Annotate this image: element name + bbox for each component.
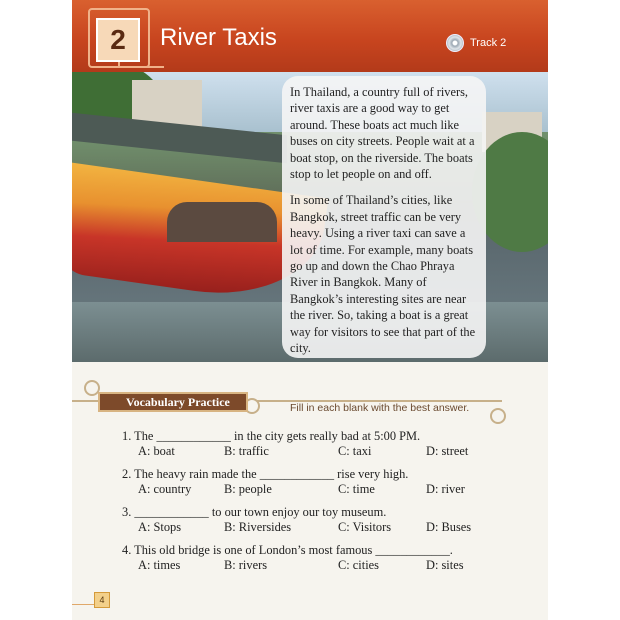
answer-option[interactable]: C: Visitors: [338, 520, 392, 534]
answer-option[interactable]: B: traffic: [224, 444, 269, 458]
page-number: 4: [94, 592, 110, 608]
question-stem: 1. The ____________ in the city gets really bad at 5:00 PM.: [122, 429, 421, 443]
answer-option[interactable]: A: Stops: [138, 520, 182, 534]
question-item: [122, 428, 522, 459]
answer-option[interactable]: A: times: [138, 558, 181, 572]
cd-icon: [446, 34, 464, 52]
vocab-section-label: Vocabulary Practice: [98, 392, 248, 412]
photo-passengers: [167, 202, 277, 242]
track-label: Track 2: [470, 37, 507, 49]
answer-option[interactable]: B: people: [224, 482, 272, 496]
question-stem: 2. The heavy rain made the ____________ rise very high.: [122, 467, 409, 481]
answer-option[interactable]: C: time: [338, 482, 375, 496]
lesson-title: River Taxis: [160, 24, 277, 51]
audio-track[interactable]: [446, 34, 506, 52]
answer-option[interactable]: C: cities: [338, 558, 379, 572]
answer-option[interactable]: A: boat: [138, 444, 175, 458]
answer-option[interactable]: D: sites: [426, 558, 464, 572]
reading-passage: [282, 76, 486, 358]
answer-option[interactable]: B: Riversides: [224, 520, 292, 534]
question-stem: 4. This old bridge is one of London’s most famous ____________.: [122, 543, 453, 557]
reading-paragraph-2: In some of Thailand’s cities, like Bangkok, street traffic can be very heavy. Using a river taxi can save a lot of time. For example, many boats go up and down the Chao Phraya River in Bangkok. Many of Bangkok’s interesting sites are near the river. So, taking a boat is a great way for visitors to see that part of the city.: [290, 193, 476, 356]
vocab-instruction: Fill in each blank with the best answer.: [290, 402, 470, 414]
vocab-question-list: [122, 428, 522, 580]
answer-option[interactable]: D: street: [426, 444, 469, 458]
lesson-number: 2: [110, 24, 126, 55]
answer-option[interactable]: A: country: [138, 482, 192, 496]
question-stem: 3. ____________ to our town enjoy our toy museum.: [122, 505, 387, 519]
question-item: [122, 504, 522, 535]
lesson-number-badge: [96, 18, 140, 62]
page-number-line: [72, 604, 94, 605]
reading-paragraph-1: In Thailand, a country full of rivers, river taxis are a good way to get around. These boats act much like buses on city streets. People wait at a boat stop, on the riverside. The boats stop to let people on and off.: [290, 85, 475, 182]
answer-option[interactable]: B: rivers: [224, 558, 268, 572]
question-item: [122, 466, 522, 497]
decorative-knob: [490, 408, 506, 424]
answer-option[interactable]: D: river: [426, 482, 465, 496]
question-item: [122, 542, 522, 573]
answer-option[interactable]: D: Buses: [426, 520, 472, 534]
answer-option[interactable]: C: taxi: [338, 444, 372, 458]
